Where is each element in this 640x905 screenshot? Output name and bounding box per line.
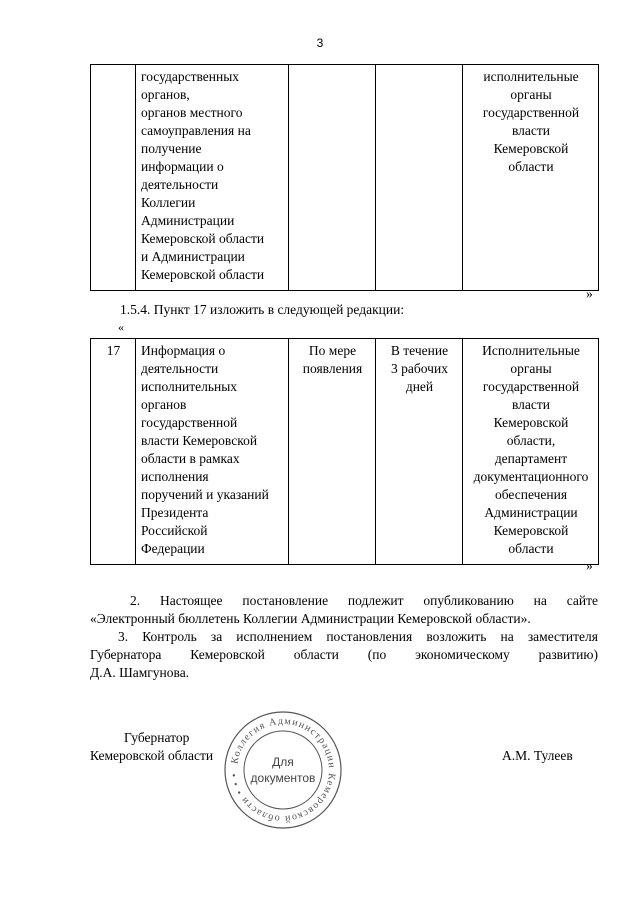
cell-responsible: Исполнительные органы государственной власти Кемеровской области, департамент документационного обеспечения Администрации Кемеровской области bbox=[463, 339, 599, 565]
paragraph-3-line: Губернатора Кемеровской области (по экономическому развитию) bbox=[90, 647, 598, 662]
cell-num: 17 bbox=[91, 339, 136, 565]
table-row bbox=[91, 65, 599, 291]
cell-responsible: исполнительные органы государственной власти Кемеровской области bbox=[463, 65, 599, 291]
paragraph-2-line: «Электронный бюллетень Коллегии Администрации Кемеровской области». bbox=[90, 611, 531, 626]
clause-1-5-4: 1.5.4. Пункт 17 изложить в следующей редакции: bbox=[120, 302, 405, 317]
official-stamp bbox=[223, 708, 343, 832]
signatory-title: Губернатор bbox=[124, 730, 190, 745]
paragraph-3-line: 3. Контроль за исполнением постановления возложить на заместителя bbox=[118, 629, 598, 644]
close-quote: » bbox=[586, 286, 593, 301]
cell-description: Информация о деятельности исполнительных органов государственной власти Кемеровской области в рамках исполнения поручений и указаний Президента Российской Федерации bbox=[136, 339, 289, 565]
cell-frequency bbox=[289, 65, 376, 291]
cell-frequency: По мере появления bbox=[289, 339, 376, 565]
paragraph-3 bbox=[90, 628, 598, 682]
table-continuation bbox=[90, 64, 599, 291]
cell-term bbox=[376, 65, 463, 291]
svg-text:Коллегия Администрации Кемеров: Коллегия Администрации Кемеровской области • • • bbox=[229, 715, 338, 825]
close-quote: » bbox=[586, 558, 593, 573]
paragraph-3-line: Д.А. Шамгунова. bbox=[90, 665, 190, 680]
signatory-region: Кемеровской области bbox=[90, 748, 214, 763]
cell-num bbox=[91, 65, 136, 291]
page-number: 3 bbox=[316, 36, 324, 50]
paragraph-2-line: 2. Настоящее постановление подлежит опубликованию на сайте bbox=[130, 593, 598, 608]
svg-text:документов: документов bbox=[250, 771, 316, 785]
table-item-17 bbox=[90, 338, 599, 565]
cell-description: государственных органов, органов местного самоуправления на получение информации о деятельности Коллегии Администрации Кемеровской области и Администрации Кемеровской области bbox=[136, 65, 289, 291]
open-quote: « bbox=[118, 320, 124, 334]
cell-term: В течение 3 рабочих дней bbox=[376, 339, 463, 565]
signatory-name: А.М. Тулеев bbox=[502, 748, 573, 763]
table-row bbox=[91, 339, 599, 565]
paragraph-2 bbox=[90, 592, 598, 628]
svg-text:Для: Для bbox=[272, 755, 294, 769]
